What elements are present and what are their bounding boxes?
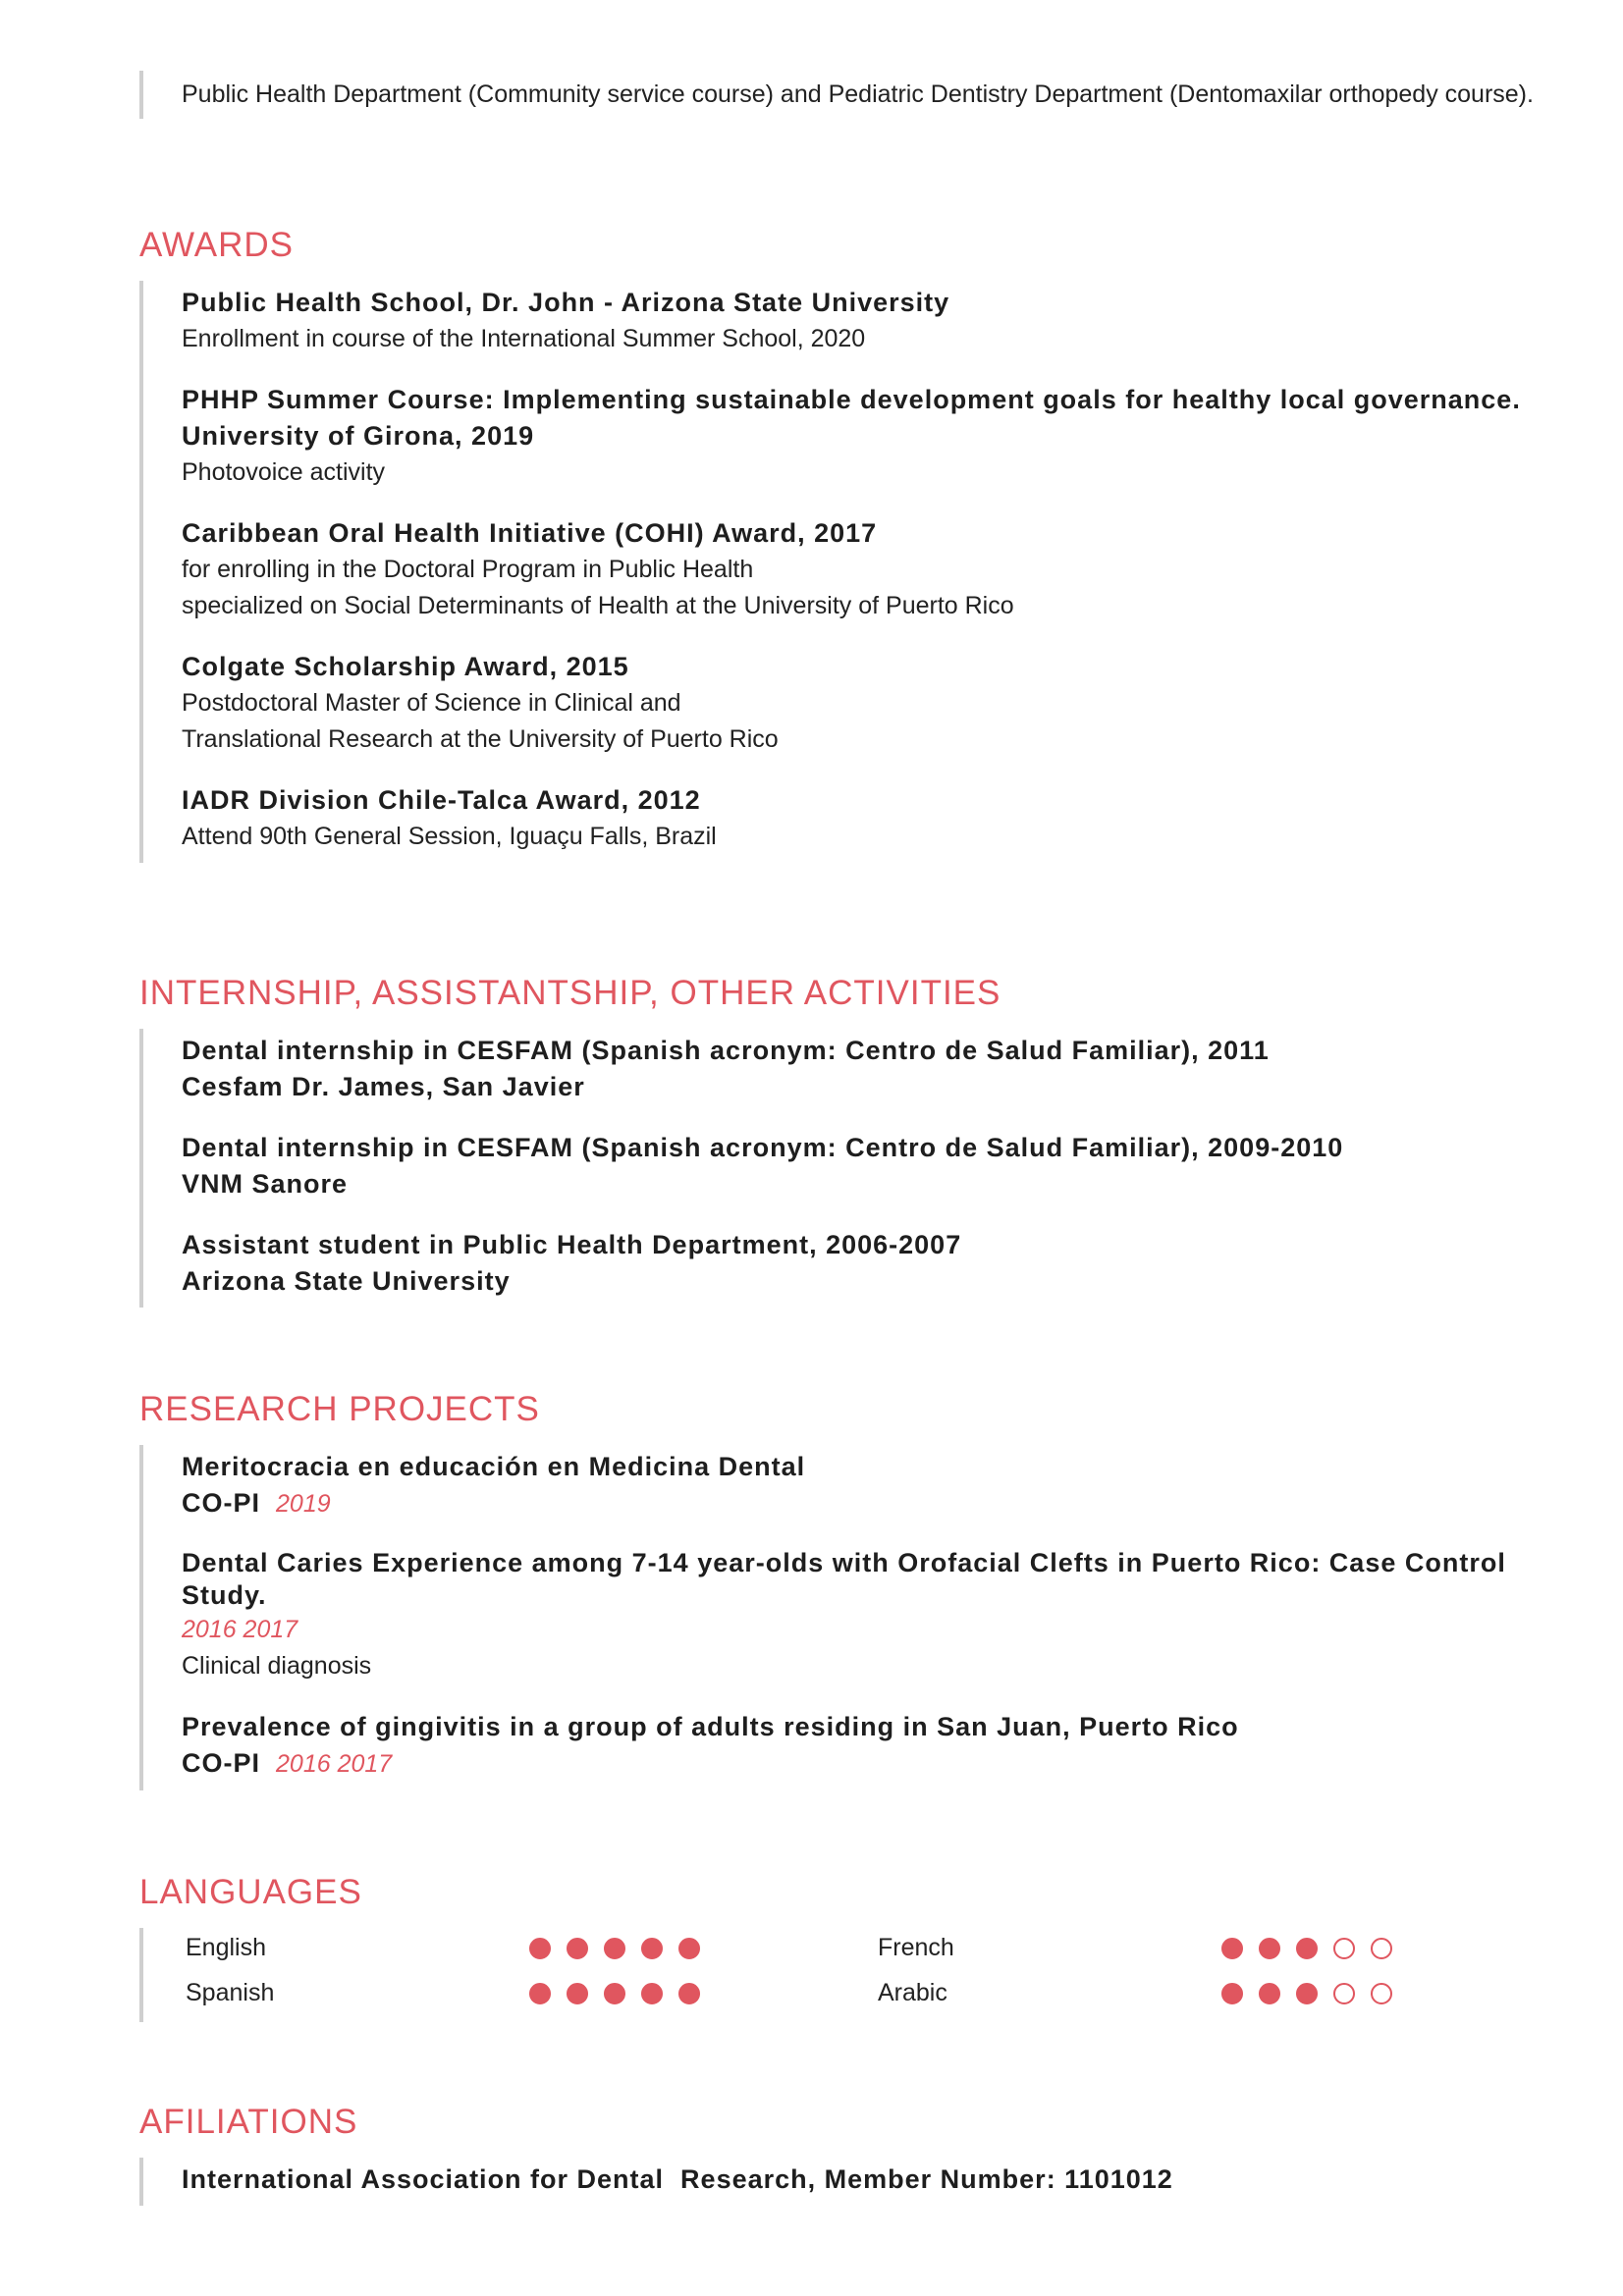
- language-name: Spanish: [186, 1979, 275, 2006]
- intro-paragraph: [139, 71, 1553, 119]
- award-title: Public Health School, Dr. John - Arizona State University: [182, 288, 950, 317]
- language-item: [186, 1928, 873, 1967]
- level-dot-filled: [529, 1938, 551, 1959]
- level-dot-filled: [529, 1983, 551, 2004]
- internship-item: [182, 1130, 1553, 1202]
- level-dot-filled: [567, 1983, 588, 2004]
- internship-section: [139, 972, 1553, 1308]
- internship-item: [182, 1227, 1553, 1300]
- award-item: [182, 649, 1553, 758]
- language-name: Arabic: [878, 1979, 947, 2006]
- language-level: [529, 1983, 716, 2004]
- research-meta: [182, 1485, 1553, 1522]
- research-year: 2016 2017: [276, 1750, 393, 1778]
- level-dot-empty: [1333, 1938, 1355, 1959]
- language-level: [1221, 1983, 1408, 2004]
- internship-place: VNM Sanore: [182, 1169, 349, 1199]
- internship-heading: INTERNSHIP, ASSISTANTSHIP, OTHER ACTIVITIES: [139, 974, 1001, 1012]
- level-dot-empty: [1371, 1938, 1392, 1959]
- level-dot-filled: [1296, 1983, 1318, 2004]
- level-dot-filled: [641, 1983, 663, 2004]
- internship-title: Dental internship in CESFAM (Spanish acronym: Centro de Salud Familiar), 2011: [182, 1036, 1270, 1065]
- languages-heading: LANGUAGES: [139, 1873, 362, 1911]
- award-description: Enrollment in course of the International Summer School, 2020: [182, 325, 866, 352]
- language-item: [186, 1973, 873, 2012]
- level-dot-filled: [1296, 1938, 1318, 1959]
- intro-text: Public Health Department (Community service course) and Pediatric Dentistry Department (Dentomaxilar orthopedy course).: [182, 80, 1534, 108]
- award-item: [182, 285, 1553, 357]
- research-list: [139, 1445, 1553, 1790]
- level-dot-filled: [1221, 1983, 1243, 2004]
- award-title: IADR Division Chile-Talca Award, 2012: [182, 785, 701, 815]
- award-title: PHHP Summer Course: Implementing sustainable development goals for healthy local governance. University of Girona, 2019: [182, 385, 1530, 451]
- level-dot-filled: [604, 1938, 625, 1959]
- level-dot-filled: [1259, 1938, 1280, 1959]
- affiliations-section: [139, 2101, 1553, 2206]
- research-note: Clinical diagnosis: [182, 1652, 372, 1680]
- research-year: 2019: [276, 1490, 331, 1518]
- languages-section: [139, 1871, 1553, 2022]
- award-description: Photovoice activity: [182, 458, 386, 486]
- award-item: [182, 382, 1553, 491]
- research-role: CO-PI: [182, 1488, 261, 1518]
- research-title: Meritocracia en educación en Medicina Dental: [182, 1452, 806, 1481]
- internship-place: Cesfam Dr. James, San Javier: [182, 1072, 585, 1101]
- level-dot-filled: [1259, 1983, 1280, 2004]
- award-title: Colgate Scholarship Award, 2015: [182, 652, 629, 681]
- language-level: [529, 1938, 716, 1959]
- language-item: [878, 1928, 1565, 1967]
- research-item: [182, 1709, 1553, 1783]
- affiliation-title: International Association for Dental Research, Member Number: 1101012: [182, 2164, 1173, 2194]
- award-description: for enrolling in the Doctoral Program in Public Health: [182, 556, 754, 583]
- internship-item: [182, 1033, 1553, 1105]
- research-meta: [182, 1745, 1553, 1783]
- languages-list: [139, 1928, 1553, 2022]
- level-dot-empty: [1333, 1983, 1355, 2004]
- award-item: [182, 782, 1553, 855]
- research-title: Prevalence of gingivitis in a group of adults residing in San Juan, Puerto Rico: [182, 1712, 1239, 1741]
- language-name: English: [186, 1934, 266, 1961]
- research-role: CO-PI: [182, 1748, 261, 1778]
- level-dot-filled: [678, 1938, 700, 1959]
- award-description: specialized on Social Determinants of Health at the University of Puerto Rico: [182, 592, 1014, 619]
- research-section: [139, 1388, 1553, 1790]
- award-description: Attend 90th General Session, Iguaçu Falls, Brazil: [182, 823, 717, 850]
- internship-title: Dental internship in CESFAM (Spanish acronym: Centro de Salud Familiar), 2009-2010: [182, 1133, 1344, 1162]
- level-dot-filled: [641, 1938, 663, 1959]
- level-dot-filled: [1221, 1938, 1243, 1959]
- language-item: [878, 1973, 1565, 2012]
- language-level: [1221, 1938, 1408, 1959]
- affiliation-item: [182, 2162, 1553, 2198]
- language-name: French: [878, 1934, 954, 1961]
- level-dot-filled: [567, 1938, 588, 1959]
- research-title: Dental Caries Experience among 7-14 year-olds with Orofacial Clefts in Puerto Rico: Case Control Study.: [182, 1548, 1515, 1610]
- awards-section: [139, 224, 1553, 863]
- level-dot-empty: [1371, 1983, 1392, 2004]
- internship-title: Assistant student in Public Health Department, 2006-2007: [182, 1230, 962, 1259]
- internship-list: [139, 1029, 1553, 1308]
- affiliations-list: [139, 2158, 1553, 2206]
- research-item: [182, 1547, 1553, 1684]
- awards-list: [139, 281, 1553, 863]
- level-dot-filled: [678, 1983, 700, 2004]
- internship-place: Arizona State University: [182, 1266, 511, 1296]
- level-dot-filled: [604, 1983, 625, 2004]
- research-item: [182, 1449, 1553, 1522]
- award-description: Postdoctoral Master of Science in Clinical and: [182, 689, 681, 717]
- awards-heading: AWARDS: [139, 226, 295, 264]
- award-item: [182, 515, 1553, 624]
- affiliations-heading: AFILIATIONS: [139, 2103, 358, 2141]
- research-year: 2016 2017: [182, 1616, 298, 1643]
- award-description: Translational Research at the University of Puerto Rico: [182, 725, 779, 753]
- research-heading: RESEARCH PROJECTS: [139, 1390, 540, 1428]
- award-title: Caribbean Oral Health Initiative (COHI) Award, 2017: [182, 518, 878, 548]
